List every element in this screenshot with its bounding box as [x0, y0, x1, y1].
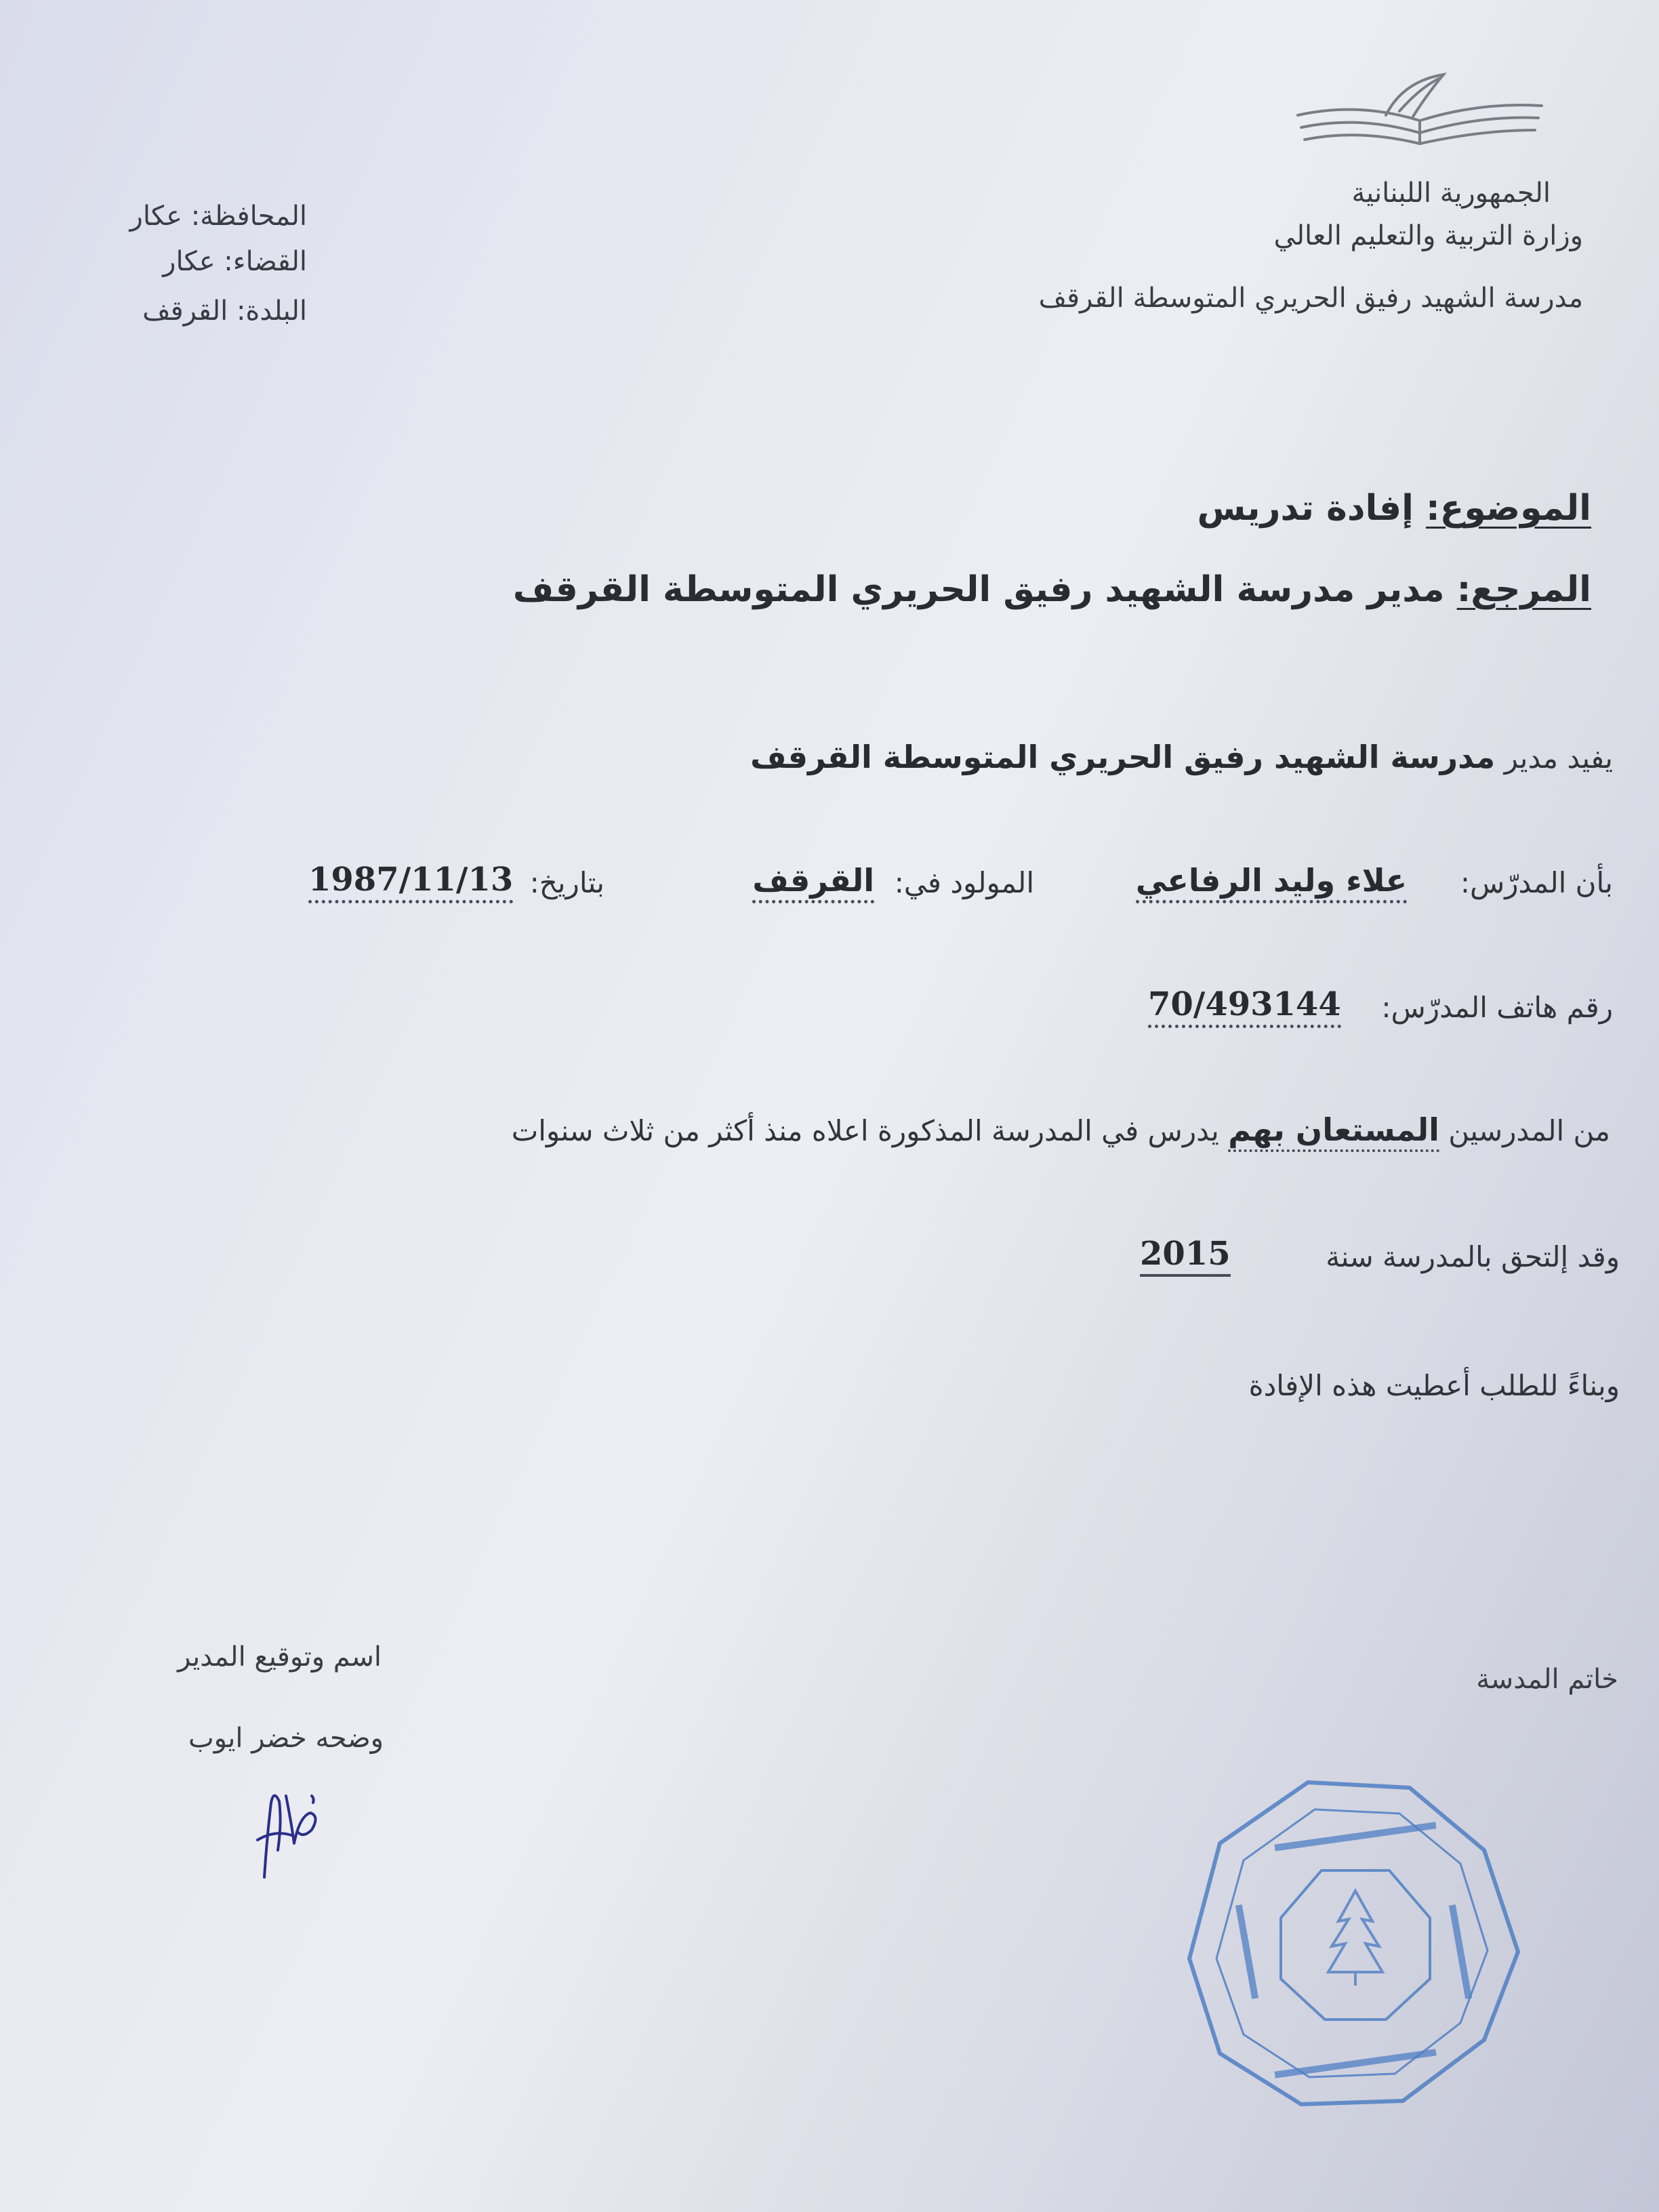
birth-date	[308, 861, 513, 899]
teacher-name-value: علاء وليد الرفاعي	[1136, 862, 1407, 903]
date-label: بتاريخ:	[529, 866, 605, 899]
stamp-label: خاتم المدسة	[1476, 1664, 1618, 1695]
ministry-logo-icon	[1284, 68, 1555, 156]
header-ministry: وزارة التربية والتعليم العالي	[1273, 220, 1583, 251]
subject-label: الموضوع:	[1426, 488, 1591, 529]
contract-type: المستعان بهم	[1228, 1111, 1439, 1152]
joined-label: وقد إلتحق بالمدرسة سنة	[1326, 1240, 1620, 1273]
director-signature	[244, 1776, 332, 1884]
header-town: البلدة: القرقف	[142, 295, 307, 327]
subject-value: إفادة تدريس	[1197, 488, 1414, 529]
joined-year	[1140, 1235, 1231, 1273]
header-country: الجمهورية اللبنانية	[1351, 178, 1551, 209]
reference-line	[513, 569, 1591, 610]
closing-line: وبناءً للطلب أعطيت هذه الإفادة	[1248, 1369, 1620, 1402]
phone-label: رقم هاتف المدرّس:	[1381, 991, 1613, 1024]
intro-prefix: يفيد مدير	[1504, 741, 1613, 775]
header-governorate: المحافظة: عكار	[129, 201, 307, 232]
contract-prefix: من المدرسين	[1448, 1114, 1610, 1147]
director-label: اسم وتوقيع المدير	[178, 1641, 382, 1673]
contract-line	[512, 1111, 1610, 1148]
born-in-label: المولود في:	[894, 866, 1034, 899]
contract-rest: يدرس في المدرسة المذكورة اعلاه منذ أكثر من ثلاث سنوات	[511, 1114, 1219, 1147]
born-in-value: القرقف	[752, 862, 874, 903]
phone	[1148, 985, 1341, 1023]
teacher-label: بأن المدرّس:	[1460, 866, 1613, 899]
school-stamp	[1179, 1769, 1532, 2121]
birth-date-value: 1987/11/13	[308, 861, 513, 903]
director-name: وضحه خضر ايوب	[188, 1723, 384, 1754]
phone-value: 70/493144	[1148, 985, 1341, 1028]
subject-line	[1197, 488, 1591, 529]
joined-year-value: 2015	[1140, 1235, 1231, 1277]
teacher-name	[1136, 862, 1407, 899]
header-school: مدرسة الشهيد رفيق الحريري المتوسطة القرقف	[1038, 283, 1583, 314]
intro-school: مدرسة الشهيد رفيق الحريري المتوسطة القرقف	[750, 739, 1496, 775]
intro-line	[750, 739, 1613, 775]
reference-value: مدير مدرسة الشهيد رفيق الحريري المتوسطة القرقف	[512, 569, 1445, 610]
header-district: القضاء: عكار	[163, 246, 307, 277]
born-in	[752, 862, 874, 899]
reference-label: المرجع:	[1456, 569, 1591, 610]
